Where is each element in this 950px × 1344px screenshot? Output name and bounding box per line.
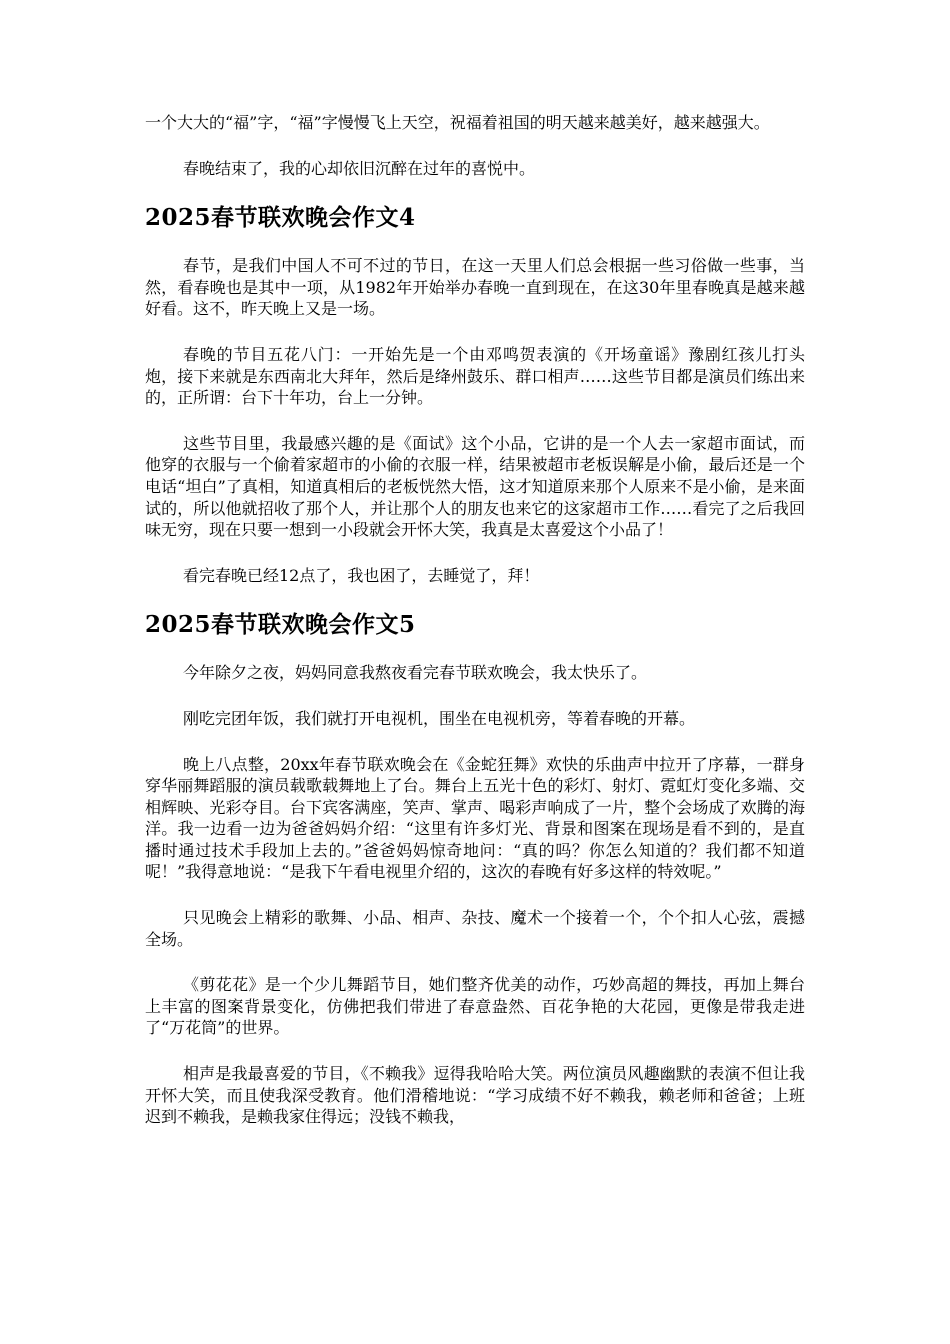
paragraph: 只见晚会上精彩的歌舞、小品、相声、杂技、魔术一个接着一个，个个扣人心弦，震撼全场。 (145, 908, 805, 949)
paragraph: 刚吃完团年饭，我们就打开电视机，围坐在电视机旁，等着春晚的开幕。 (183, 708, 696, 728)
paragraph: 《剪花花》是一个少儿舞蹈节目，她们整齐优美的动作，巧妙高超的舞技，再加上舞台上丰富的图案背景变化，仿佛把我们带进了春意盎然、百花争艳的大花园，更像是带我走进了“万花筒”的世界。 (145, 975, 805, 1038)
section-heading: 2025春节联欢晚会作文5 (145, 611, 416, 639)
paragraph: 这些节目里，我最感兴趣的是《面试》这个小品，它讲的是一个人去一家超市面试，而他穿的衣服与一个偷着家超市的小偷的衣服一样，结果被超市老板误解是小偷，最后还是一个电话“坦白”了真相，知道真相后的老板恍然大悟，这才知道原来那个人原来不是小偷，是来面试的，所以他就招收了那个人，并让那个人的朋友也来它的这家超市工作……看完了之后我回味无穷，现在只要一想到一小段就会开怀大笑，我真是太喜爱这个小品了！ (145, 433, 805, 540)
paragraph: 春晚的节目五花八门：一开始先是一个由邓鸣贺表演的《开场童谣》豫剧红孩儿打头炮，接下来就是东西南北大拜年，然后是绛州鼓乐、群口相声……这些节目都是演员们练出来的，正所谓：台下十年功，台上一分钟。 (145, 344, 805, 408)
paragraph: 今年除夕之夜，妈妈同意我熬夜看完春节联欢晚会，我太快乐了。 (183, 663, 648, 683)
paragraph: 看完春晚已经12点了，我也困了，去睡觉了，拜！ (183, 565, 540, 585)
paragraph: 一个大大的“福”字，“福”字慢慢飞上天空，祝福着祖国的明天越来越美好，越来越强大。 (145, 113, 770, 132)
paragraph: 晚上八点整，20xx年春节联欢晚会在《金蛇狂舞》欢快的乐曲声中拉开了序幕，一群身穿华丽舞蹈服的演员载歌载舞地上了台。舞台上五光十色的彩灯、射灯、霓虹灯变化多端、交相辉映、光彩夺目。台下宾客满座，笑声、掌声、喝彩声响成了一片，整个会场成了欢腾的海洋。我一边看一边为爸爸妈妈介绍：“这里有许多灯光、背景和图案在现场是看不到的，是直播时通过技术手段加上去的。”爸爸妈妈惊奇地问：“真的吗？你怎么知道的？我们都不知道呢！”我得意地说：“是我下午看电视里介绍的，这次的春晚有好多这样的特效呢。” (145, 754, 805, 882)
paragraph: 春节，是我们中国人不可不过的节日，在这一天里人们总会根据一些习俗做一些事，当然，看春晚也是其中一项，从1982年开始举办春晚一直到现在，在这30年里春晚真是越来越好看。这不，昨天晚上又是一场。 (145, 256, 805, 319)
paragraph: 相声是我最喜爱的节目，《不赖我》逗得我哈哈大笑。两位演员风趣幽默的表演不但让我开怀大笑，而且使我深受教育。他们滑稽地说：“学习成绩不好不赖我，赖老师和爸爸；上班迟到不赖我，是赖我家住得远；没钱不赖我， (145, 1064, 805, 1127)
document-page (145, 112, 805, 1152)
section-heading: 2025春节联欢晚会作文4 (145, 204, 416, 232)
paragraph: 春晚结束了，我的心却依旧沉醉在过年的喜悦中。 (183, 158, 536, 178)
